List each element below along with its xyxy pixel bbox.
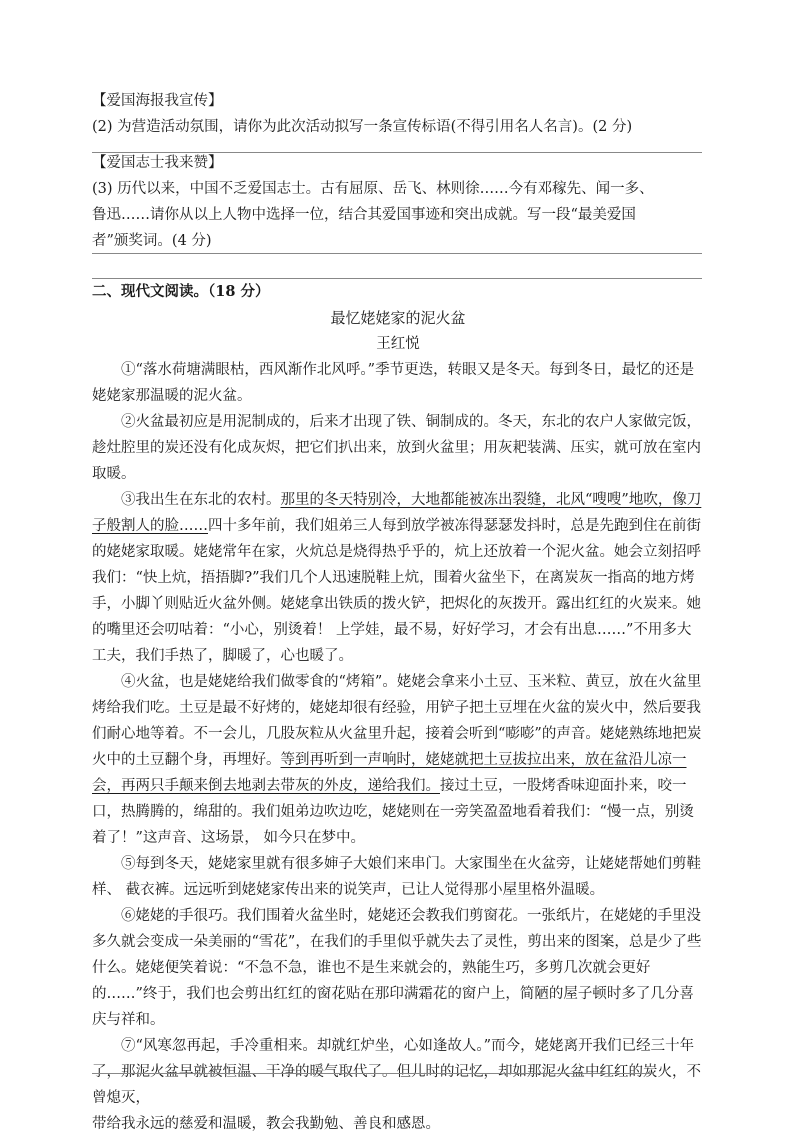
question-block-2 — [92, 150, 704, 254]
paragraph-7: ⑦“风寒忽再起，手冷重相来。却就红炉坐，心如逢故人。”而今，姥姥离开我们已经三十年了，那泥火盆早就被恒温、干净的暖气取代了。但儿时的记忆，却如那泥火盆中红红的炭火，不曾熄灭， — [92, 1038, 701, 1106]
question-3-line-1: (3) 历代以来，中国不乏爱国志士。古有屈原、岳飞、林则徐……今有邓稼先、闻一多、 — [92, 181, 654, 197]
paragraph-3 — [92, 487, 704, 669]
poster-heading: 【爱国海报我宣传】 — [92, 93, 223, 109]
paragraph-1: ①“落水荷塘满眼枯，西风渐作北风呼。”季节更迭，转眼又是冬天。每到冬日，最忆的还是姥姥家那温暖的泥火盆。 — [92, 362, 695, 404]
essay-body — [92, 357, 704, 1137]
section-score: （18 分） — [208, 283, 270, 300]
section-2-header — [92, 279, 704, 357]
question-3-line-2: 鲁迅……请你从以上人物中选择一位，结合其爱国事迹和突出成就。写一段“最美爱国 — [92, 207, 636, 223]
paragraph-3-intro: ③我出生在东北的农村。 — [121, 492, 281, 508]
paragraph-4-intro: ④火盆，也是姥姥给我们做零食的“烤箱”。姥姥会拿来小土豆、玉米粒、黄豆，放在火盆里烤给我们吃。土豆是最不好烤的，姥姥却很有经验，用铲子把土豆埋在火盆的炭火中，然后要我们耐心地等着。不一会儿，几股灰粒从火盆里升起，接着会听到“嘭嘭”的声音。姥姥熟练地把炭火中的土豆翻个身，再埋好。 — [92, 674, 702, 768]
paragraph-4 — [92, 669, 704, 851]
essay-author: 王红悦 — [376, 336, 420, 352]
underlined-sentence-2: 等到再听到一声响时，姥姥就把土豆拔拉出来，放在盆沿儿凉一会，再两只手颠来倒去地剥去带灰的外皮，递给我们。 — [92, 752, 687, 794]
paragraph-3-rest: 四十多年前，我们姐弟三人每到放学被冻得瑟瑟发抖时，总是先跑到住在前街的姥姥家取暖。姥姥常年在家，火炕总是烧得热乎乎的，炕上还放着一个泥火盆。她会立刻招呼我们：“快上炕，捂捂脚?”我们几个人迅速脱鞋上炕，围着火盆坐下，在离炭灰一指高的地方烤手，小脚丫则贴近火盆外侧。姥姥拿出铁质的拨火铲，把烬化的灰拨开。露出红红的火炭来。她的嘴里还会叨咕着：“小心，别烫着！ 上学娃，最不易，好好学习，才会有出息……”不用多大工夫，我们手热了，脚暖了，心也暖了。 — [92, 518, 701, 664]
paragraph-7-end: 带给我永远的慈爱和温暖，教会我勤勉、善良和感恩。 — [92, 1116, 440, 1132]
answer-line — [92, 253, 702, 254]
paragraph-5: ⑤每到冬天，姥姥家里就有很多婶子大娘们来串门。大家围坐在火盆旁，让姥姥帮她们剪鞋样、 截衣裤。远远听到姥姥家传出来的说笑声，已让人觉得那小屋里格外温暖。 — [92, 856, 701, 898]
underlined-sentence-1: 那里的冬天特别冷，大地都能被冻出裂缝，北风“嗖嗖”地吹，像刀子般割人的脸…… — [92, 492, 702, 534]
paragraph-2: ②火盆最初应是用泥制成的，后来才出现了铁、铜制成的。冬天，东北的农户人家做完饭，趁灶腔里的炭还没有化成灰烬，把它们扒出来，放到火盆里；用灰耙装满、压实，就可放在室内取暖。 — [92, 414, 701, 482]
paragraph-6: ⑥姥姥的手很巧。我们围着火盆坐时，姥姥还会教我们剪窗花。一张纸片，在姥姥的手里没多久就会变成一朵美丽的“雪花”，在我们的手里似乎就失去了灵性，剪出来的图案，总是少了些什么。姥姥便笑着说：“不急不急，谁也不是生来就会的，熟能生巧，多剪几次就会更好的……”终于，我们也会剪出红红的窗花贴在那印满霜花的窗户上，简陋的屋子顿时多了几分喜庆与祥和。 — [92, 908, 702, 1028]
paragraph-4-rest: 接过土豆，一股烤香味迎面扑来，咬一口，热腾腾的，绵甜的。我们姐弟边吹边吃，姥姥则在一旁笑盈盈地看着我们：“慢一点，别烫着了！”这声音、这场景， 如今只在梦中。 — [92, 778, 694, 846]
section-heading: 二、现代文阅读。 — [92, 283, 208, 300]
question-3-line-3: 者”颁奖词。(4 分) — [92, 233, 212, 249]
question-block-1 — [92, 88, 704, 140]
patriot-heading: 【爱国志士我来赞】 — [92, 155, 223, 171]
essay-title: 最忆姥姥家的泥火盆 — [330, 309, 466, 327]
question-2: (2) 为营造活动氛围，请你为此次活动拟写一条宣传标语(不得引用名人名言)。(2 分) — [92, 119, 633, 135]
bottom-rule — [92, 1073, 654, 1074]
